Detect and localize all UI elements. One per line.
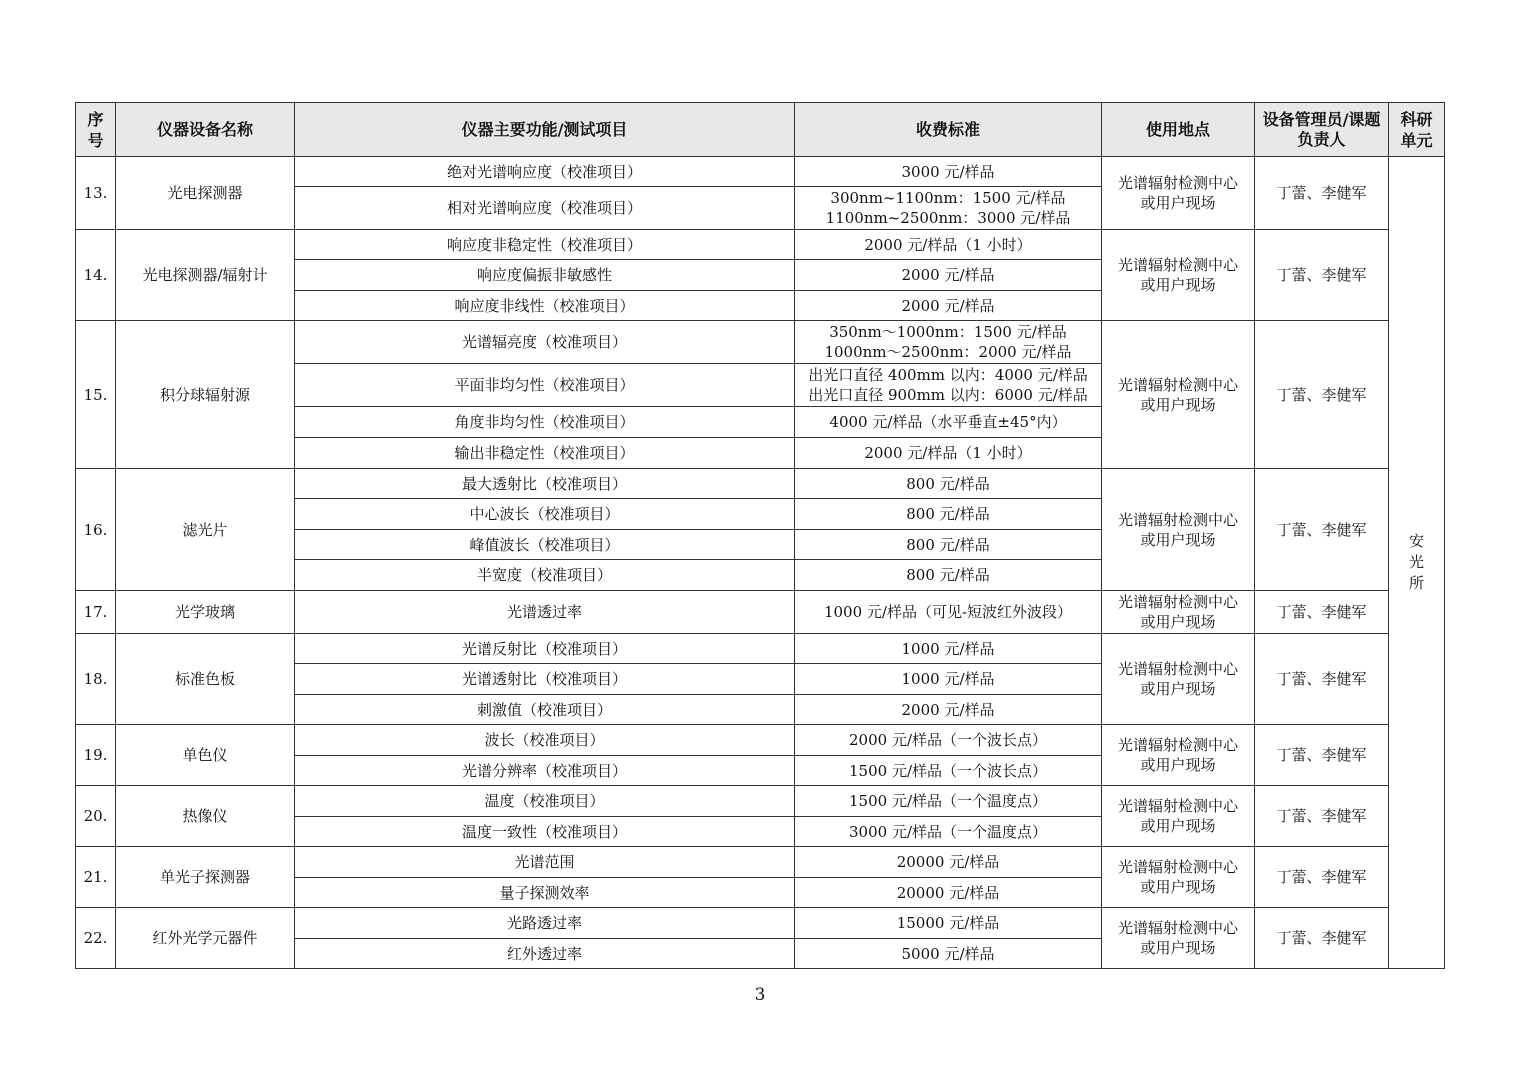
- fee-cell: 2000 元/样品（1 小时）: [795, 438, 1102, 469]
- fee-cell: 2000 元/样品（1 小时）: [795, 230, 1102, 260]
- instrument-name-cell: 光电探测器: [116, 157, 295, 230]
- seq-cell: 16.: [76, 469, 116, 591]
- instrument-name-cell: 标准色板: [116, 634, 295, 725]
- table-body: [76, 157, 1445, 969]
- fee-cell: 1000 元/样品: [795, 664, 1102, 695]
- function-cell: 温度一致性（校准项目）: [295, 817, 795, 847]
- fee-cell: 800 元/样品: [795, 469, 1102, 499]
- seq-cell: 17.: [76, 591, 116, 634]
- instrument-name-cell: 单光子探测器: [116, 847, 295, 908]
- function-cell: 波长（校准项目）: [295, 725, 795, 756]
- manager-cell: 丁蕾、李健军: [1255, 230, 1389, 321]
- table-row: [76, 591, 1445, 634]
- instrument-name-cell: 红外光学元器件: [116, 908, 295, 969]
- table-row: [76, 321, 1445, 364]
- seq-cell: 21.: [76, 847, 116, 908]
- fee-cell: 3000 元/样品（一个温度点）: [795, 817, 1102, 847]
- function-cell: 峰值波长（校准项目）: [295, 530, 795, 560]
- instrument-name-cell: 滤光片: [116, 469, 295, 591]
- manager-cell: 丁蕾、李健军: [1255, 634, 1389, 725]
- seq-cell: 20.: [76, 786, 116, 847]
- fee-cell: 4000 元/样品（水平垂直±45°内）: [795, 407, 1102, 438]
- table-row: [76, 725, 1445, 756]
- fee-cell: 2000 元/样品: [795, 695, 1102, 725]
- page-number: 3: [754, 985, 766, 1005]
- fee-cell: 350nm～1000nm：1500 元/样品 1000nm～2500nm：2000 元/样品: [795, 321, 1102, 364]
- research-unit-cell: 安光所: [1389, 157, 1445, 969]
- function-cell: 响应度非线性（校准项目）: [295, 291, 795, 321]
- fee-cell: 1000 元/样品: [795, 634, 1102, 664]
- fee-cell: 2000 元/样品: [795, 291, 1102, 321]
- location-cell: 光谱辐射检测中心或用户现场: [1102, 321, 1255, 469]
- fee-cell: 300nm~1100nm：1500 元/样品 1100nm~2500nm：3000 元/样品: [795, 187, 1102, 230]
- function-cell: 量子探测效率: [295, 878, 795, 908]
- function-cell: 刺激值（校准项目）: [295, 695, 795, 725]
- fee-cell: 15000 元/样品: [795, 908, 1102, 939]
- header-name: 仪器设备名称: [116, 103, 295, 157]
- function-cell: 绝对光谱响应度（校准项目）: [295, 157, 795, 187]
- seq-cell: 15.: [76, 321, 116, 469]
- location-cell: 光谱辐射检测中心或用户现场: [1102, 725, 1255, 786]
- fee-table: [75, 102, 1445, 969]
- seq-cell: 18.: [76, 634, 116, 725]
- fee-cell: 2000 元/样品: [795, 260, 1102, 291]
- function-cell: 光谱反射比（校准项目）: [295, 634, 795, 664]
- function-cell: 响应度非稳定性（校准项目）: [295, 230, 795, 260]
- header-fee: 收费标准: [795, 103, 1102, 157]
- function-cell: 平面非均匀性（校准项目）: [295, 364, 795, 407]
- manager-cell: 丁蕾、李健军: [1255, 786, 1389, 847]
- function-cell: 光路透过率: [295, 908, 795, 939]
- fee-cell: 5000 元/样品: [795, 939, 1102, 969]
- manager-cell: 丁蕾、李健军: [1255, 847, 1389, 908]
- manager-cell: 丁蕾、李健军: [1255, 908, 1389, 969]
- fee-cell: 800 元/样品: [795, 530, 1102, 560]
- table-row: [76, 634, 1445, 664]
- fee-cell: 800 元/样品: [795, 499, 1102, 530]
- function-cell: 响应度偏振非敏感性: [295, 260, 795, 291]
- table-row: [76, 157, 1445, 187]
- seq-cell: 14.: [76, 230, 116, 321]
- function-cell: 光谱辐亮度（校准项目）: [295, 321, 795, 364]
- header-unit: 科研单元: [1389, 103, 1445, 157]
- function-cell: 光谱透射比（校准项目）: [295, 664, 795, 695]
- fee-cell: 1000 元/样品（可见-短波红外波段）: [795, 591, 1102, 634]
- instrument-name-cell: 积分球辐射源: [116, 321, 295, 469]
- function-cell: 温度（校准项目）: [295, 786, 795, 817]
- location-cell: 光谱辐射检测中心或用户现场: [1102, 157, 1255, 230]
- table-row: [76, 230, 1445, 260]
- location-cell: 光谱辐射检测中心或用户现场: [1102, 786, 1255, 847]
- header-seq: 序号: [76, 103, 116, 157]
- function-cell: 相对光谱响应度（校准项目）: [295, 187, 795, 230]
- fee-cell: 3000 元/样品: [795, 157, 1102, 187]
- fee-cell: 2000 元/样品（一个波长点）: [795, 725, 1102, 756]
- header-loc: 使用地点: [1102, 103, 1255, 157]
- fee-cell: 1500 元/样品（一个波长点）: [795, 756, 1102, 786]
- manager-cell: 丁蕾、李健军: [1255, 321, 1389, 469]
- location-cell: 光谱辐射检测中心或用户现场: [1102, 847, 1255, 908]
- function-cell: 光谱分辨率（校准项目）: [295, 756, 795, 786]
- fee-cell: 800 元/样品: [795, 560, 1102, 591]
- manager-cell: 丁蕾、李健军: [1255, 157, 1389, 230]
- instrument-name-cell: 单色仪: [116, 725, 295, 786]
- table-row: [76, 908, 1445, 939]
- function-cell: 半宽度（校准项目）: [295, 560, 795, 591]
- location-cell: 光谱辐射检测中心或用户现场: [1102, 634, 1255, 725]
- table-row: [76, 469, 1445, 499]
- seq-cell: 22.: [76, 908, 116, 969]
- table-row: [76, 847, 1445, 878]
- table-row: [76, 786, 1445, 817]
- instrument-name-cell: 光学玻璃: [116, 591, 295, 634]
- fee-cell: 1500 元/样品（一个温度点）: [795, 786, 1102, 817]
- header-row: [76, 103, 1445, 157]
- fee-cell: 20000 元/样品: [795, 847, 1102, 878]
- instrument-name-cell: 光电探测器/辐射计: [116, 230, 295, 321]
- seq-cell: 19.: [76, 725, 116, 786]
- location-cell: 光谱辐射检测中心或用户现场: [1102, 591, 1255, 634]
- header-mgr: 设备管理员/课题负责人: [1255, 103, 1389, 157]
- fee-cell: 20000 元/样品: [795, 878, 1102, 908]
- location-cell: 光谱辐射检测中心或用户现场: [1102, 230, 1255, 321]
- instrument-name-cell: 热像仪: [116, 786, 295, 847]
- seq-cell: 13.: [76, 157, 116, 230]
- function-cell: 中心波长（校准项目）: [295, 499, 795, 530]
- manager-cell: 丁蕾、李健军: [1255, 725, 1389, 786]
- location-cell: 光谱辐射检测中心或用户现场: [1102, 908, 1255, 969]
- fee-cell: 出光口直径 400mm 以内：4000 元/样品 出光口直径 900mm 以内：6000 元/样品: [795, 364, 1102, 407]
- function-cell: 光谱范围: [295, 847, 795, 878]
- manager-cell: 丁蕾、李健军: [1255, 469, 1389, 591]
- function-cell: 最大透射比（校准项目）: [295, 469, 795, 499]
- location-cell: 光谱辐射检测中心或用户现场: [1102, 469, 1255, 591]
- header-func: 仪器主要功能/测试项目: [295, 103, 795, 157]
- function-cell: 红外透过率: [295, 939, 795, 969]
- function-cell: 输出非稳定性（校准项目）: [295, 438, 795, 469]
- function-cell: 角度非均匀性（校准项目）: [295, 407, 795, 438]
- function-cell: 光谱透过率: [295, 591, 795, 634]
- manager-cell: 丁蕾、李健军: [1255, 591, 1389, 634]
